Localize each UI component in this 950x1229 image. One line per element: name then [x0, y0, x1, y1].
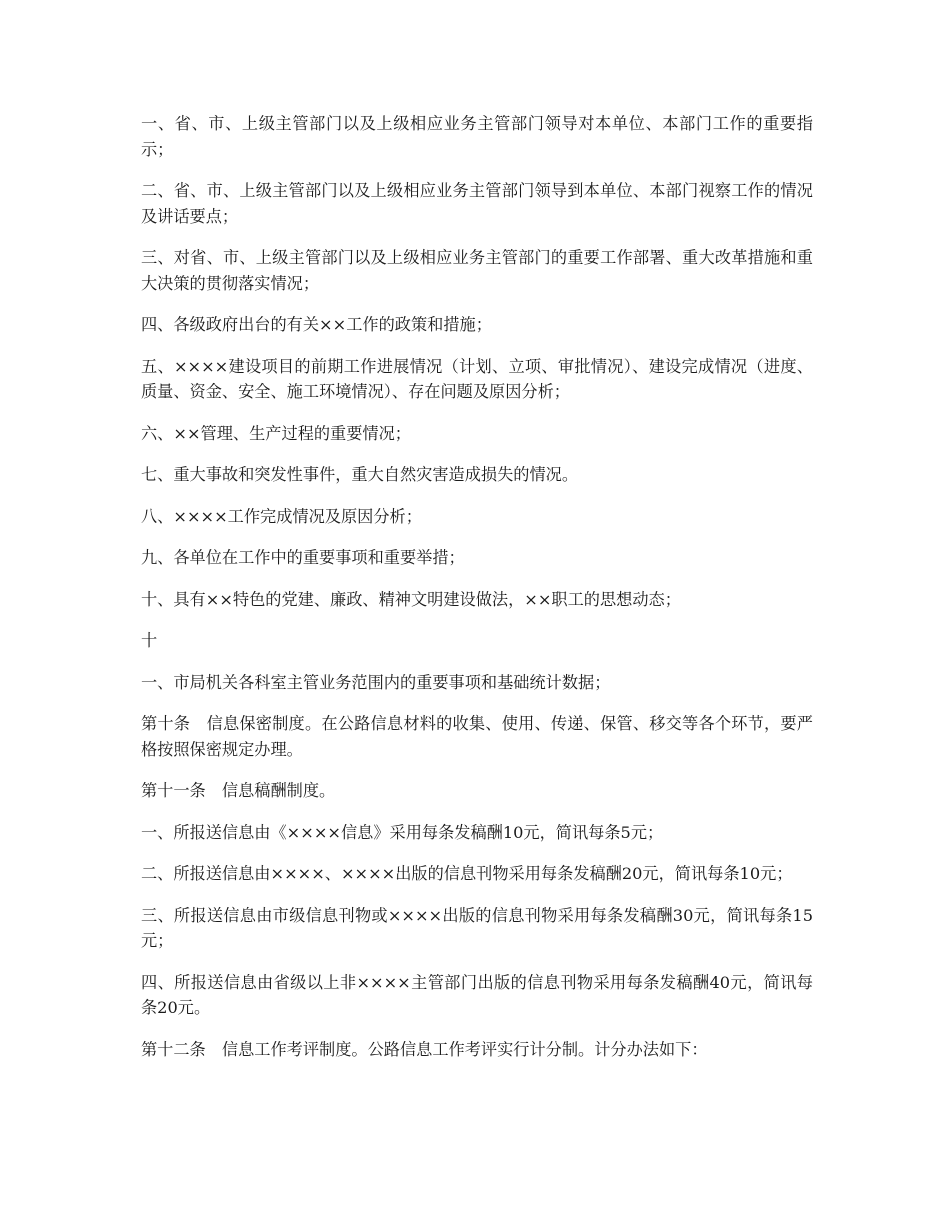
article-11-remuneration: 第十一条 信息稿酬制度。 [141, 781, 336, 800]
paragraph-9: 九、各单位在工作中的重要事项和重要举措； [141, 548, 465, 567]
paragraph-11: 十 [141, 631, 158, 650]
remuneration-item-4: 四、所报送信息由省级以上非××××主管部门出版的信息刊物采用每条发稿酬40元，简讯每条20元。 [141, 972, 813, 1017]
paragraph-8: 八、××××工作完成情况及原因分析； [141, 506, 422, 526]
document-body [141, 111, 813, 1078]
paragraph-12: 一、市局机关各科室主管业务范围内的重要事项和基础统计数据； [141, 672, 611, 692]
article-12-evaluation: 第十二条 信息工作考评制度。公路信息工作考评实行计分制。计分办法如下： [141, 1039, 708, 1059]
paragraph-6: 六、××管理、生产过程的重要情况； [141, 423, 411, 443]
paragraph-3: 三、对省、市、上级主管部门以及上级相应业务主管部门的重要工作部署、重大改革措施和重大决策的贯彻落实情况； [141, 248, 813, 293]
paragraph-7: 七、重大事故和突发性事件，重大自然灾害造成损失的情况。 [141, 465, 579, 484]
paragraph-1: 一、省、市、上级主管部门以及上级相应业务主管部门领导对本单位、本部门工作的重要指示； [141, 114, 813, 159]
paragraph-2: 二、省、市、上级主管部门以及上级相应业务主管部门领导到本单位、本部门视察工作的情况及讲话要点； [141, 181, 813, 226]
paragraph-5: 五、××××建设项目的前期工作进展情况（计划、立项、审批情况）、建设完成情况（进度、质量、资金、安全、施工环境情况）、存在问题及原因分析； [141, 356, 813, 401]
paragraph-4: 四、各级政府出台的有关××工作的政策和措施； [141, 315, 492, 334]
article-10-confidentiality: 第十条 信息保密制度。在公路信息材料的收集、使用、传递、保管、移交等各个环节，要严格按照保密规定办理。 [141, 714, 813, 759]
paragraph-10: 十、具有××特色的党建、廉政、精神文明建设做法，××职工的思想动态； [141, 589, 681, 609]
remuneration-item-1: 一、所报送信息由《××××信息》采用每条发稿酬10元，简讯每条5元； [141, 822, 664, 842]
remuneration-item-3: 三、所报送信息由市级信息刊物或××××出版的信息刊物采用每条发稿酬30元，简讯每条15元； [141, 905, 813, 950]
remuneration-item-2: 二、所报送信息由××××、××××出版的信息刊物采用每条发稿酬20元，简讯每条10元； [141, 864, 793, 883]
